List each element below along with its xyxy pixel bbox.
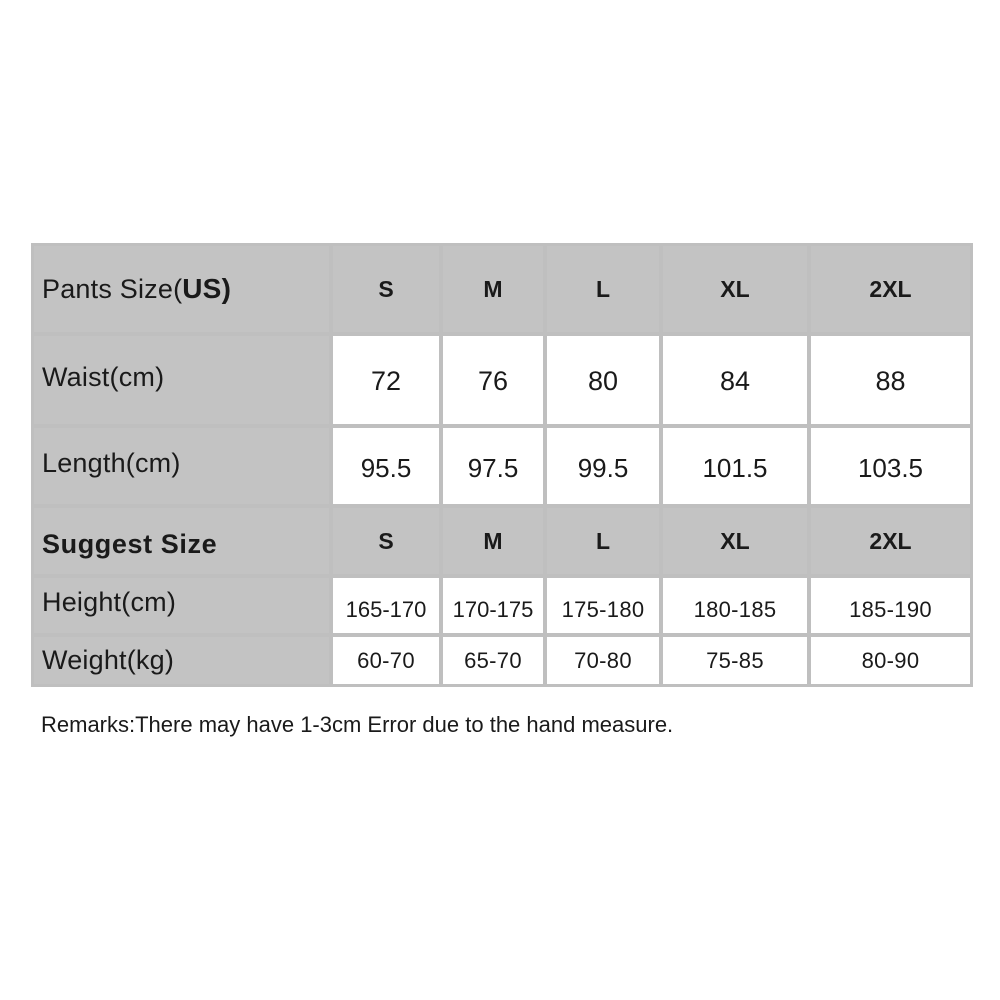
remarks-note: Remarks:There may have 1-3cm Error due to the hand measure. [41,712,674,737]
length-2xl: 103.5 [811,428,970,504]
weight-2xl: 80-90 [811,637,970,684]
weight-label: Weight(kg) [34,637,329,684]
pants-size-2xl: 2XL [811,246,970,332]
weight-l: 70-80 [547,637,659,684]
length-label: Length(cm) [34,428,329,504]
suggest-size-m: M [443,508,543,574]
height-l: 175-180 [547,578,659,633]
suggest-size-2xl: 2XL [811,508,970,574]
pants-size-xl: XL [663,246,807,332]
weight-xl: 75-85 [663,637,807,684]
waist-l: 80 [547,336,659,424]
height-2xl: 185-190 [811,578,970,633]
pants-size-label-text: Pants Size( [42,273,183,304]
weight-m: 65-70 [443,637,543,684]
size-chart-table [31,243,973,687]
waist-label: Waist(cm) [34,336,329,424]
height-s: 165-170 [333,578,439,633]
waist-m: 76 [443,336,543,424]
waist-xl: 84 [663,336,807,424]
height-xl: 180-185 [663,578,807,633]
height-m: 170-175 [443,578,543,633]
pants-size-m: M [443,246,543,332]
pants-size-l: L [547,246,659,332]
pants-size-s: S [333,246,439,332]
suggest-size-l: L [547,508,659,574]
length-s: 95.5 [333,428,439,504]
suggest-size-xl: XL [663,508,807,574]
height-label: Height(cm) [34,578,329,633]
length-xl: 101.5 [663,428,807,504]
weight-s: 60-70 [333,637,439,684]
suggest-size-s: S [333,508,439,574]
length-m: 97.5 [443,428,543,504]
length-l: 99.5 [547,428,659,504]
pants-size-label-end: ) [221,273,232,304]
pants-size-label-us: US [182,273,222,304]
waist-2xl: 88 [811,336,970,424]
suggest-size-label: Suggest Size [34,508,329,574]
pants-size-header-label [34,246,329,332]
waist-s: 72 [333,336,439,424]
